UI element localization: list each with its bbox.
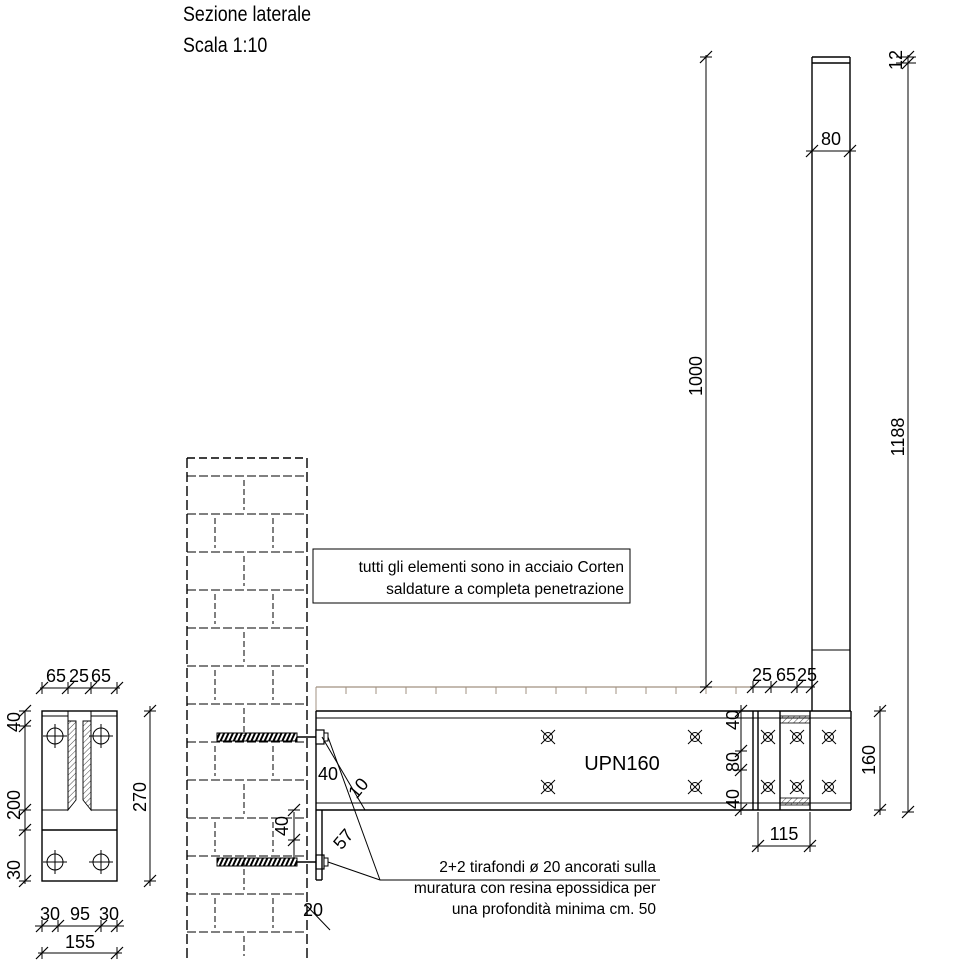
anchor-note-line2: muratura con resina epossidica per xyxy=(413,880,656,897)
dim-plate-h-40: 40 xyxy=(4,711,24,733)
dim-end-plate-40a: 40 xyxy=(723,709,743,731)
dimension-texts xyxy=(4,50,908,952)
dim-end-plate-80: 80 xyxy=(723,751,743,773)
dim-post-width: 80 xyxy=(820,129,842,149)
anchor-rods xyxy=(217,730,365,880)
dim-weld-10: 10 xyxy=(344,774,373,803)
beam-label: UPN160 xyxy=(584,753,660,775)
dim-plate-b-95: 95 xyxy=(69,904,91,924)
dim-end-width: 115 xyxy=(769,824,799,844)
dim-bolt-40: 40 xyxy=(272,815,292,837)
dim-gap-20: 20 xyxy=(302,900,324,920)
dim-plate-b-30a: 30 xyxy=(39,904,61,924)
dim-plate-h-200: 200 xyxy=(4,789,24,821)
dim-bolt-57: 57 xyxy=(329,825,358,854)
dimension-lines xyxy=(19,51,916,959)
dim-weld-40: 40 xyxy=(317,764,339,784)
material-note-line2: saldature a completa penetrazione xyxy=(386,581,624,598)
dim-beam-depth: 160 xyxy=(859,744,879,776)
dim-post-base-a: 25 xyxy=(751,665,773,685)
material-note-line1: tutti gli elementi sono in acciaio Corten xyxy=(358,559,624,576)
dim-end-plate-40b: 40 xyxy=(723,788,743,810)
dim-plate-b-155: 155 xyxy=(64,932,96,952)
deck-boards xyxy=(316,687,755,711)
dim-plate-b-30b: 30 xyxy=(98,904,120,924)
anchor-note-line1: 2+2 tirafondi ø 20 ancorati sulla xyxy=(439,859,656,876)
dim-post-base-c: 25 xyxy=(796,665,818,685)
railing-post xyxy=(812,57,850,711)
upn160-beam xyxy=(316,711,851,810)
dim-plate-w-a: 65 xyxy=(45,666,67,686)
brick-wall xyxy=(187,458,307,960)
dim-total-height: 1188 xyxy=(888,417,908,457)
dim-plate-w-c: 65 xyxy=(90,666,112,686)
anchor-note-line3: una profondità minima cm. 50 xyxy=(451,901,656,918)
dim-railing-height: 1000 xyxy=(686,355,706,397)
dim-plate-h-30: 30 xyxy=(4,859,24,881)
dim-post-base-b: 65 xyxy=(775,665,797,685)
drawing-title: Sezione laterale xyxy=(183,3,312,26)
material-note xyxy=(313,549,630,603)
dim-top-cap: 12 xyxy=(886,49,906,71)
dim-plate-h-270: 270 xyxy=(130,781,150,813)
base-plate-detail xyxy=(42,711,117,881)
dim-plate-w-b: 25 xyxy=(68,666,90,686)
drawing-scale: Scala 1:10 xyxy=(183,34,268,57)
